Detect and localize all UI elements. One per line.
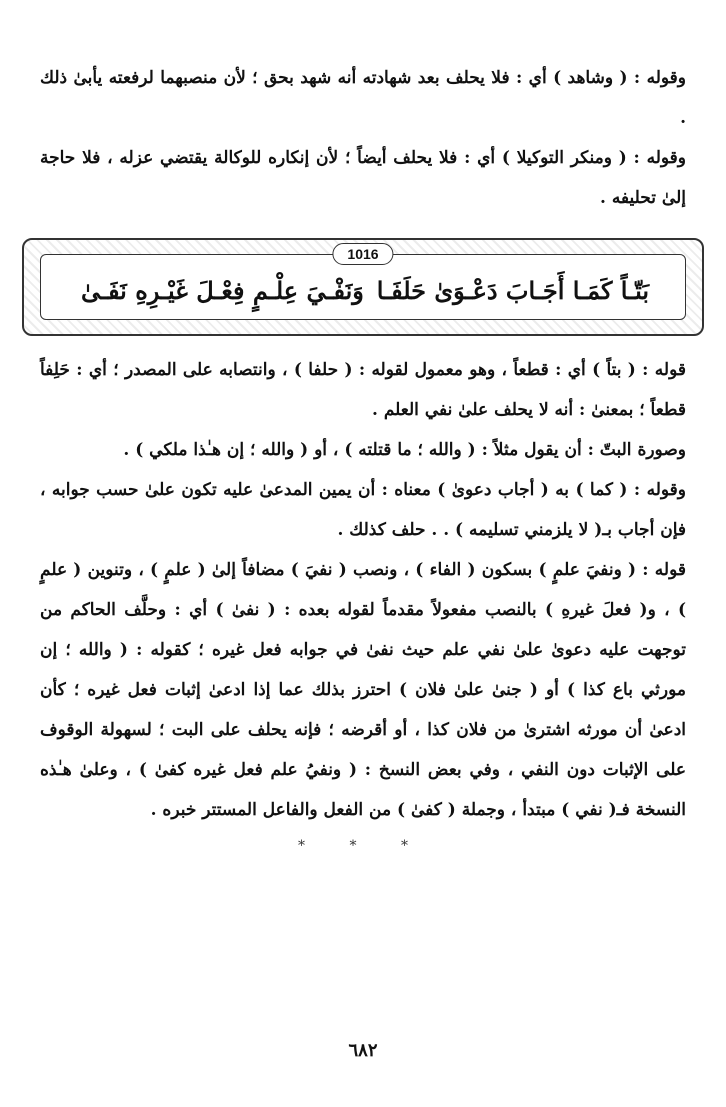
verse-number: 1016 [332, 243, 393, 265]
page-number: ٦٨٢ [348, 1040, 378, 1061]
commentary-paragraph-batt: قوله : ( بتاً ) أي : قطعاً ، وهو معمول لقوله : ( حلفا ) ، وانتصابه على المصدر ؛ أي : حَلِفاً قطعاً ؛ بمعنىٰ : أنه لا يحلف علىٰ نفي العلم . [40, 360, 686, 420]
commentary-paragraph-batt-example: وصورة البتّ : أن يقول مثلاً : ( والله ؛ ما قتلته ) ، أو ( والله ؛ إن هـٰذا ملكي ) . [123, 440, 686, 460]
intro-paragraph-witness: وقوله : ( وشاهد ) أي : فلا يحلف بعد شهادته أنه شهد بحق ؛ لأن منصبهما لرفعته يأبىٰ ذلك . [40, 68, 686, 128]
section-separator: * * * [298, 838, 428, 854]
intro-paragraph-denier: وقوله : ( ومنكر التوكيلا ) أي : فلا يحلف أيضاً ؛ لأن إنكاره للوكالة يقتضي عزله ، فلا حاجة إلىٰ تحليفه . [40, 148, 686, 208]
verse-box [40, 246, 686, 320]
verse-first-hemistich: بَتّـاً كَمَـا أَجَـابَ دَعْـوَىٰ حَلَفَـا [376, 276, 649, 305]
commentary-paragraph-answer: وقوله : ( كما ) به ( أجاب دعوىٰ ) معناه : أن يمين المدعىٰ عليه تكون علىٰ حسب جوابه ، فإن أجاب بـ( لا يلزمني تسليمه ) . . حلف كذلك . [40, 480, 686, 540]
verse-frame [22, 238, 704, 336]
commentary-paragraph-negation: قوله : ( ونفيَ علمٍ ) بسكون ( الفاء ) ، ونصب ( نفيَ ) مضافاً إلىٰ ( علمٍ ) ، وتنوين ( علمٍ ) ، و( فعلَ غيرهِ ) بالنصب مفعولاً مقدماً لقوله بعده : ( نفىٰ ) أي : وحلَّف الحاكم من توجهت عليه دعوىٰ علىٰ نفي علم حيث نفىٰ في جوابه فعل غيره ؛ كقوله : ( والله ؛ إن مورثي باع كذا ) أو ( جنىٰ علىٰ فلان ) احترز بذلك عما إذا ادعىٰ إثبات فعل غيره ؛ كأن ادعىٰ أن مورثه اشترىٰ من فلان كذا ، أو أقرضه ؛ فإنه يحلف على البت ؛ لسهولة الوقوف على الإثبات دون النفي ، وفي بعض النسخ : ( ونفيُ علم فعل غيره كفىٰ ) ، وعلىٰ هـٰذه النسخة فـ( نفي ) مبتدأ ، وجملة ( كفىٰ ) من الفعل والفاعل المستتر خبره . [40, 560, 686, 820]
verse-second-hemistich: وَنَفْـيَ عِلْـمٍ فِعْـلَ غَيْـرِهِ نَفَـىٰ [81, 276, 364, 305]
